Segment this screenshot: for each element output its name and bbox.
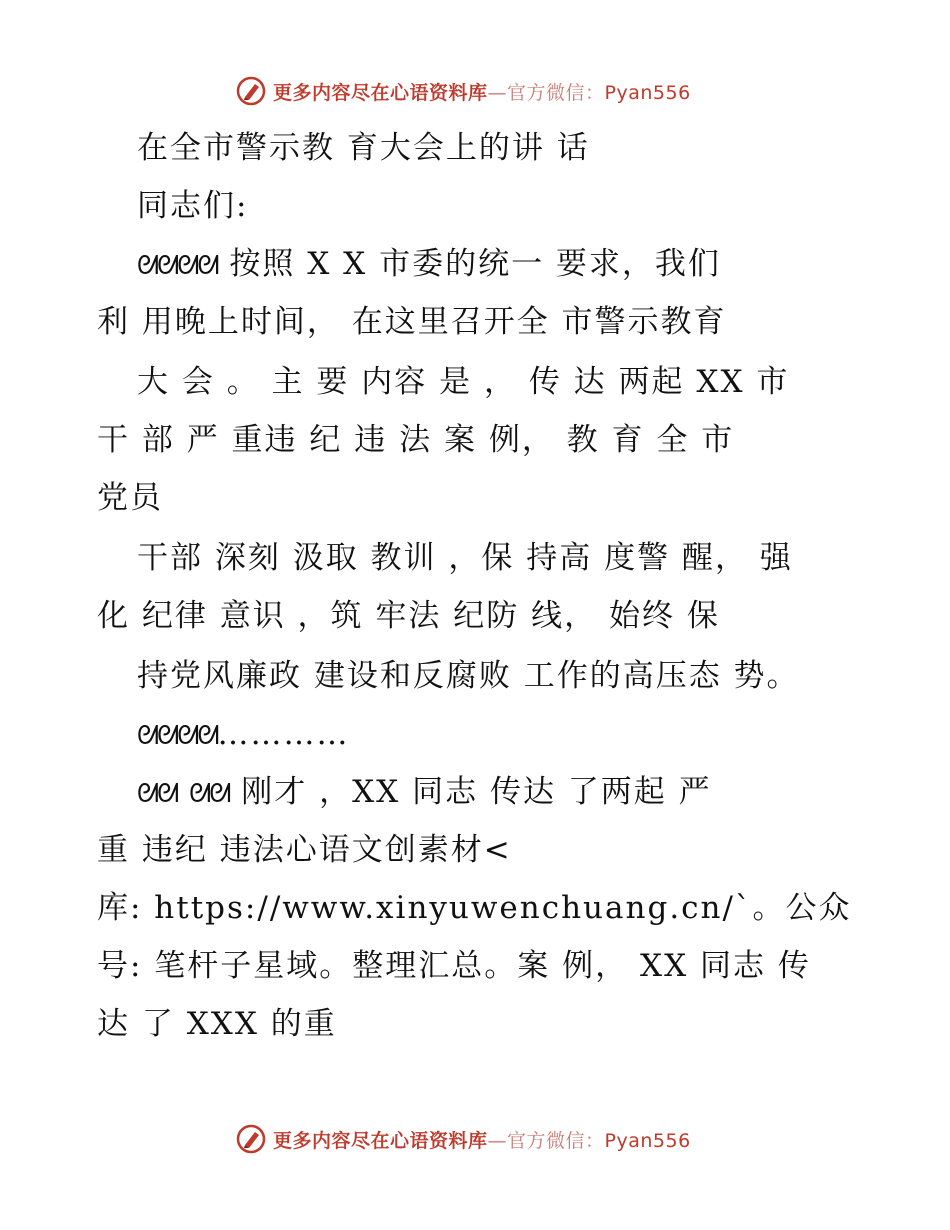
paragraph-line-3: 大 会 。 主 要 内容 是 ， 传 达 两起 XX 市 [137,364,790,400]
paragraph-line-12: 号: 笔杆子星域。整理汇总。案 例， XX 同志 传 [97,948,811,984]
banner-wechat-id: Pyan556 [604,1129,691,1152]
paragraph-line-9 [137,772,712,814]
paragraph-line-6: 干部 深刻 汲取 教训 ，保 持高 度警 醒， 强 [137,540,793,576]
pen-logo-icon [235,1123,267,1155]
banner-wechat-id: Pyan556 [604,81,691,104]
paragraph-line-2: 利 用晚上时间， 在这里召开全 市警示教育 [97,304,727,340]
ornament-icon: ᘛᘛ [137,779,178,809]
ornament-icon: ᘛᘛ [189,779,230,809]
paragraph-line-7: 化 纪律 意识 ，筑 牢法 纪防 线， 始终 保 [97,598,720,634]
ornament-icon: ᘛᘛᘛᘛ [137,721,218,751]
line-text: 刚才 ，XX 同志 传达 了两起 严 [241,774,712,810]
banner-official: 官方微信： [507,1129,605,1152]
paragraph-line-10: 重 违纪 违法心语文创素材< [97,832,512,868]
banner-main: 更多内容尽在心语资料库 [273,81,488,104]
document-title: 在全市警示教 育大会上的讲 话 [137,130,590,166]
banner-dash: — [487,1129,508,1152]
footer-banner [235,1122,715,1156]
ellipsis-text: ………… [217,716,350,752]
ornament-icon: ᘛᘛᘛᘛ [137,251,218,281]
banner-dash: — [487,81,508,104]
paragraph-line-5: 党员 [97,480,163,516]
banner-text [273,1126,691,1153]
paragraph-line-4: 干 部 严 重违 纪 违 法 案 例， 教 育 全 市 [97,422,735,458]
paragraph-line-11: 库: https://www.xinyuwenchuang.cn/`。公众 [97,890,852,926]
paragraph-line-13: 达 了 XXX 的重 [97,1006,337,1042]
ellipsis-line [137,714,350,756]
banner-main: 更多内容尽在心语资料库 [273,1129,488,1152]
paragraph-line-8: 持党风廉政 建设和反腐败 工作的高压态 势。 [137,658,800,694]
pen-logo-icon [235,75,267,107]
salutation: 同志们: [137,188,249,224]
line-text: 按照 X X 市委的统一 要求，我们 [229,246,721,282]
banner-text [273,78,691,105]
header-banner [235,74,715,108]
paragraph-line-1 [137,244,721,286]
banner-official: 官方微信： [507,81,605,104]
